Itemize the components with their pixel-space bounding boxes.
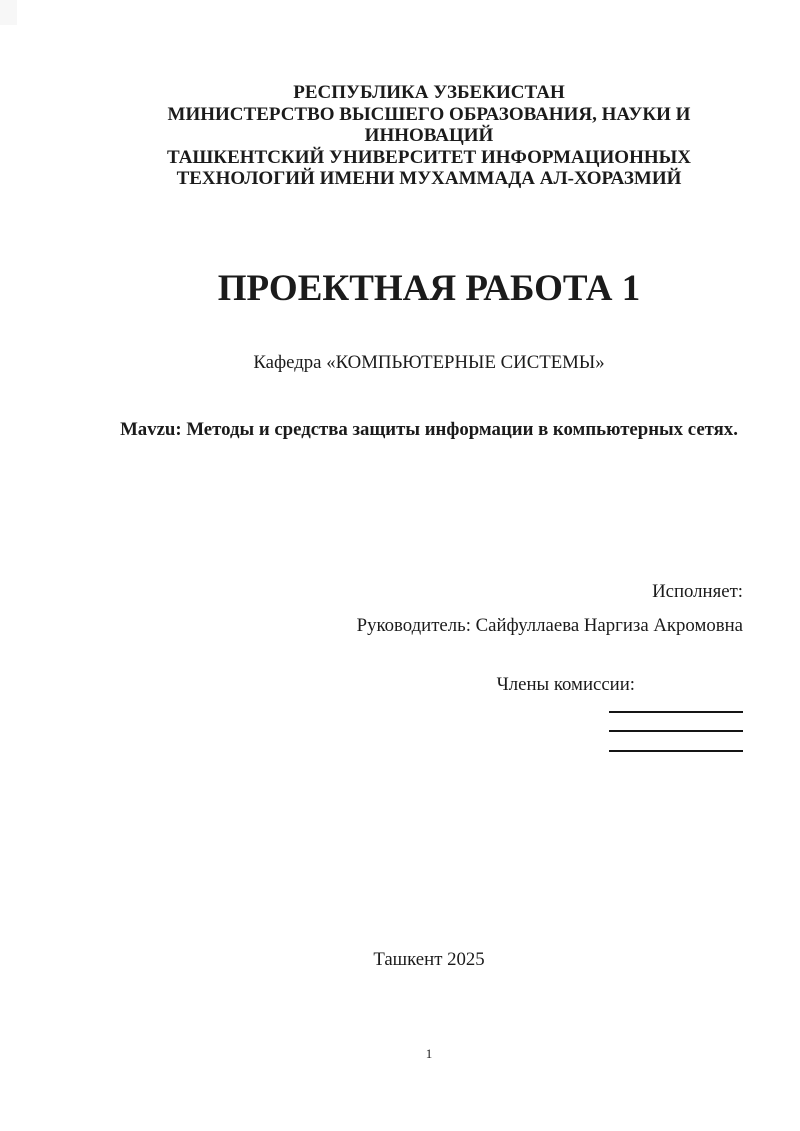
signature-line	[609, 711, 743, 713]
credits-block	[115, 575, 743, 643]
signature-lines-block	[609, 711, 743, 769]
city-year: Ташкент 2025	[373, 949, 485, 970]
commission-label: Члены комиссии:	[496, 674, 635, 695]
signature-line	[609, 730, 743, 732]
supervisor-line: Руководитель: Сайфуллаева Наргиза Акромовна	[356, 615, 743, 636]
document-title: ПРОЕКТНАЯ РАБОТА 1	[217, 268, 641, 309]
page-number: 1	[425, 1046, 433, 1061]
page-corner-artifact	[0, 0, 17, 25]
header-line-ministry-1: МИНИСТЕРСТВО ВЫСШЕГО ОБРАЗОВАНИЯ, НАУКИ И	[167, 103, 691, 125]
department-line: Кафедра «КОМПЬЮТЕРНЫЕ СИСТЕМЫ»	[253, 352, 605, 373]
topic-line: Mavzu: Методы и средства защиты информации в компьютерных сетях.	[120, 419, 738, 440]
header-line-university-2: ТЕХНОЛОГИЙ ИМЕНИ МУХАММАДА АЛ-ХОРАЗМИЙ	[176, 168, 682, 189]
institution-header	[115, 82, 743, 190]
header-line-university-1: ТАШКЕНТСКИЙ УНИВЕРСИТЕТ ИНФОРМАЦИОННЫХ	[166, 146, 692, 168]
signature-line	[609, 750, 743, 752]
header-line-ministry-2: ИННОВАЦИЙ	[364, 125, 494, 146]
header-line-country: РЕСПУБЛИКА УЗБЕКИСТАН	[293, 82, 565, 103]
executor-label: Исполняет:	[652, 581, 743, 602]
